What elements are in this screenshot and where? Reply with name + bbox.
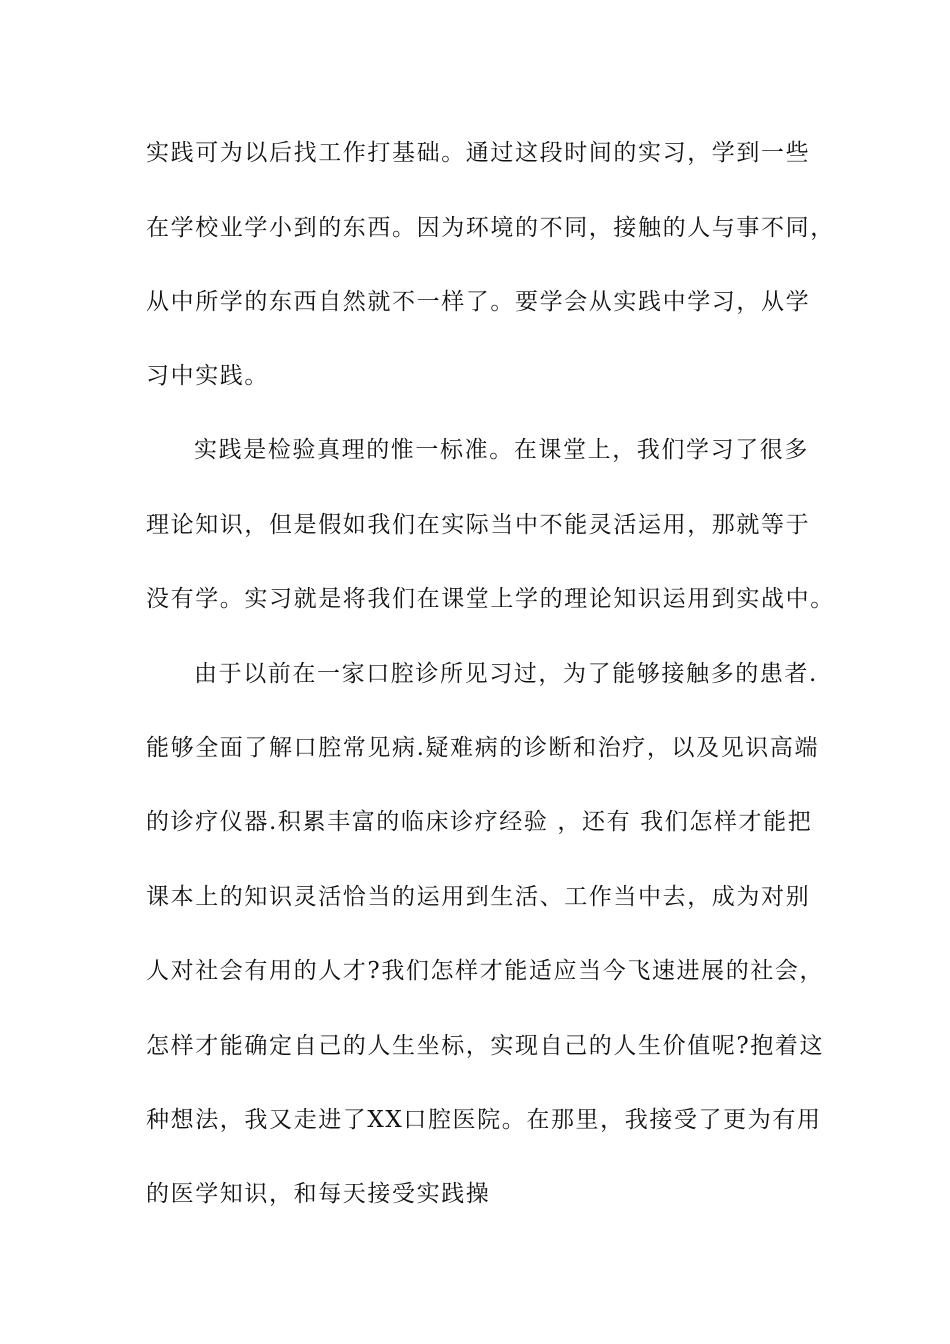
text-line: 没有学。实习就是将我们在课堂上学的理论知识运用到实战中。 xyxy=(146,586,835,612)
text-line: 在学校业学小到的东西。因为环境的不同，接触的人与事不同， xyxy=(146,215,835,241)
text-line: 的诊疗仪器.积累丰富的临床诊疗经验 ，还有 我们怎样才能把 xyxy=(146,809,813,835)
text-line: 人对社会有用的人才?我们怎样才能适应当今飞速进展的社会， xyxy=(146,958,825,984)
text-line: 实践可为以后找工作打基础。通过这段时间的实习，学到一些 xyxy=(146,140,811,166)
paragraph-first-line: 实践是检验真理的惟一标准。在课堂上，我们学习了很多 xyxy=(194,437,809,463)
text-line: 习中实践。 xyxy=(146,363,269,389)
text-line: 从中所学的东西自然就不一样了。要学会从实践中学习，从学 xyxy=(146,289,811,315)
text-line: 怎样才能确定自己的人生坐标，实现自己的人生价值呢?抱着这 xyxy=(146,1033,825,1059)
text-line: 种想法，我又走进了XX口腔医院。在那里，我接受了更为有用 xyxy=(146,1107,822,1133)
text-line: 能够全面了解口腔常见病.疑难病的诊断和治疗，以及见识高端 xyxy=(146,735,820,761)
text-line: 的医学知识，和每天接受实践操 xyxy=(146,1181,491,1207)
paragraph-first-line: 由于以前在一家口腔诊所见习过，为了能够接触多的患者. xyxy=(194,661,818,687)
text-line: 理论知识，但是假如我们在实际当中不能灵活运用，那就等于 xyxy=(146,512,811,538)
text-line: 课本上的知识灵活恰当的运用到生活、工作当中去，成为对别 xyxy=(146,884,811,910)
